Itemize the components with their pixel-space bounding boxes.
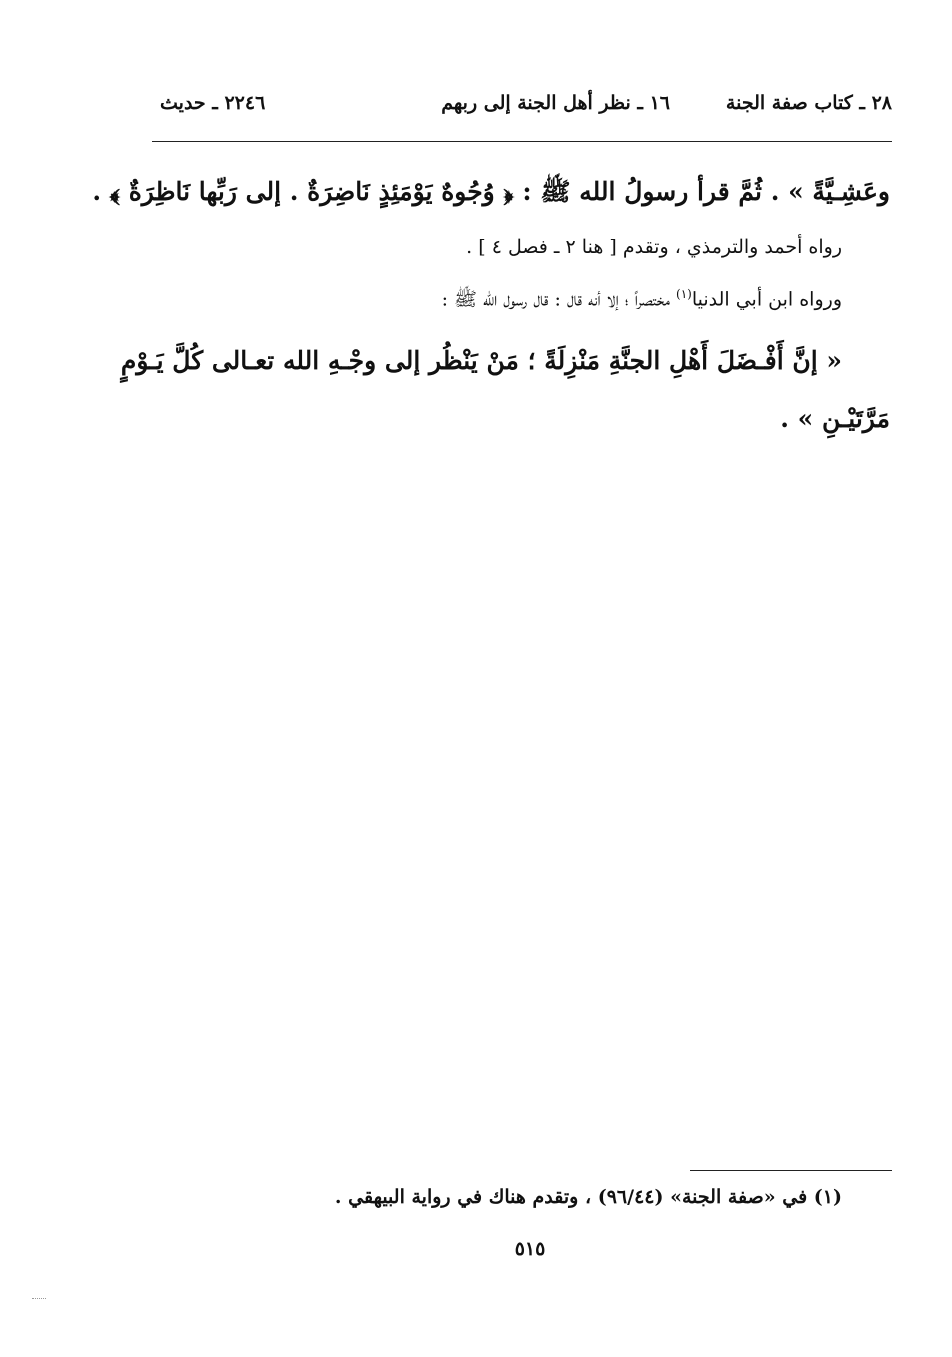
margin-speck: [32, 1298, 46, 1299]
line-3-after: مختصراً ؛ إلا أنه قال : قال رسول الله ﷺ :: [441, 288, 676, 311]
footnote-text: (١) في «صفة الجنة» (٩٦/٤٤) ، وتقدم هناك في رواية البيهقي .: [334, 1186, 842, 1208]
hadith-number: ٢٢٤٦ ـ حديث: [160, 92, 266, 114]
body-line-2: رواه أحمد والترمذي ، وتقدم [ هنا ٢ ـ فصل ٤ ] .: [466, 236, 842, 258]
section-title: ١٦ ـ نظر أهل الجنة إلى ربهم: [441, 92, 670, 114]
page-number: ٥١٥: [514, 1238, 546, 1260]
body-line-4: « إنَّ أَفْـضَلَ أَهْلِ الجنَّةِ مَنْزِلَةً ؛ مَنْ يَنْظُر إلى وجْـهِ الله تعـالى كُلَّ يَـوْمٍ: [120, 346, 842, 375]
body-line-5: مَرَّتَيْـنِ » .: [780, 404, 890, 433]
footnote-marker: (١): [676, 287, 692, 301]
header-divider: [152, 141, 892, 142]
body-line-1: وعَشِـيَّةً » . ثُمَّ قرأ رسولُ الله ﷺ : ﴿ وُجُوهٌ يَوْمَئِذٍ نَاضِرَةٌ . إلى رَبِّها نَاظِرَةٌ ﴾ .: [92, 177, 890, 206]
line-3-before: ورواه ابن أبي الدنيا: [691, 288, 842, 311]
chapter-title: ٢٨ ـ كتاب صفة الجنة: [725, 92, 892, 114]
footnote-divider: [690, 1170, 892, 1171]
body-line-3: [442, 287, 842, 315]
running-header: [150, 92, 892, 124]
